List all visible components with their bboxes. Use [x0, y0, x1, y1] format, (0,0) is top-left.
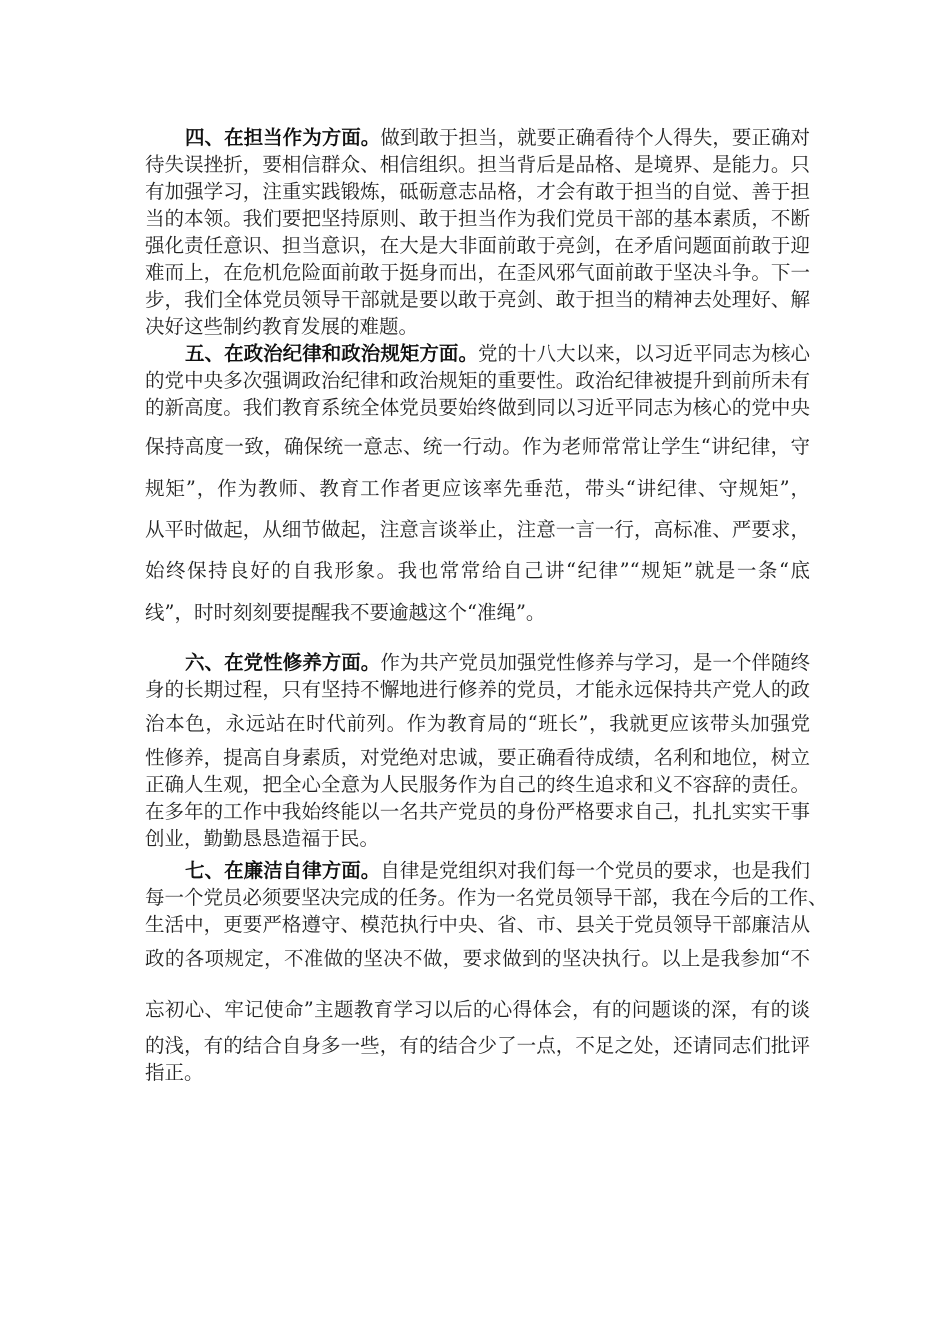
section-6-line-1: 作为共产党员加强党性修养与学习，是一个伴随终: [380, 651, 810, 674]
section-4-line-3: 有加强学习，注重实践锻炼，砥砺意志品格，才会有敢于担当的自觉、善于担: [145, 180, 810, 203]
section-6-line-6: 在多年的工作中我始终能以一名共产党员的身份严格要求自己，扎扎实实干事: [145, 800, 810, 823]
section-4-first-line: [185, 125, 810, 151]
section-7-line-1: 自律是党组织对我们每一个党员的要求，也是我们: [380, 859, 810, 882]
section-6-line-4: 性修养，提高自身素质，对党绝对忠诚，要正确看待成绩，名利和地位，树立: [145, 746, 810, 769]
section-7-line-7: 指正。: [145, 1061, 204, 1084]
section-7-line-6: 的浅，有的结合自身多一些，有的结合少了一点，不足之处，还请同志们批评: [145, 1034, 810, 1057]
section-4-line-7: 步，我们全体党员领导干部就是要以敢于亮剑、敢于担当的精神去处理好、解: [145, 288, 810, 311]
section-4-line-6: 难而上，在危机危险面前敢于挺身而出，在歪风邪气面前敢于坚决斗争。下一: [145, 261, 810, 284]
section-7-line-4: 政的各项规定，不准做的坚决不做，要求做到的坚决执行。以上是我参加“不: [145, 947, 810, 970]
section-4-heading: 四、在担当作为方面。: [185, 126, 381, 149]
section-5-line-6: 从平时做起，从细节做起，注意言谈举止，注意一言一行，高标准、严要求，: [145, 518, 810, 541]
section-5-heading: 五、在政治纪律和政治规矩方面。: [185, 342, 478, 365]
section-6-line-7: 创业，勤勤恳恳造福于民。: [145, 827, 380, 850]
section-6-line-5: 正确人生观，把全心全意为人民服务作为自己的终生追求和义不容辞的责任。: [145, 773, 810, 796]
section-6-line-3: 治本色，永远站在时代前列。作为教育局的“班长”，我就更应该带头加强党: [145, 712, 810, 735]
section-5-line-5: 规矩”，作为教师、教育工作者更应该率先垂范，带头“讲纪律、守规矩”，: [145, 477, 810, 500]
section-6-heading: 六、在党性修养方面。: [185, 651, 381, 674]
section-6-first-line: [185, 650, 810, 676]
section-4-line-4: 当的本领。我们要把坚持原则、敢于担当作为我们党员干部的基本素质，不断: [145, 207, 810, 230]
section-5-first-line: [185, 341, 810, 367]
section-5-line-3: 的新高度。我们教育系统全体党员要始终做到同以习近平同志为核心的党中央: [145, 396, 810, 419]
section-6-line-2: 身的长期过程，只有坚持不懈地进行修养的党员，才能永远保持共产党人的政: [145, 678, 810, 701]
section-7-first-line: [185, 858, 810, 884]
section-7-line-3: 生活中，更要严格遵守、模范执行中央、省、市、县关于党员领导干部廉洁从: [145, 913, 810, 936]
section-5-line-8: 线”，时时刻刻要提醒我不要逾越这个“准绳”。: [145, 601, 546, 624]
section-5-line-2: 的党中央多次强调政治纪律和政治规矩的重要性。政治纪律被提升到前所未有: [145, 369, 810, 392]
section-4-line-1: 做到敢于担当，就要正确看待个人得失，要正确对: [380, 126, 810, 149]
section-4-line-5: 强化责任意识、担当意识，在大是大非面前敢于亮剑，在矛盾问题面前敢于迎: [145, 234, 810, 257]
section-5-line-4: 保持高度一致，确保统一意志、统一行动。作为老师常常让学生“讲纪律，守: [145, 435, 810, 458]
section-7-line-2: 每一个党员必须要坚决完成的任务。作为一名党员领导干部，我在今后的工作、: [145, 886, 828, 909]
section-4-line-8: 决好这些制约教育发展的难题。: [145, 315, 419, 338]
section-5-line-1: 党的十八大以来，以习近平同志为核心: [477, 342, 810, 365]
section-7-line-5: 忘初心、牢记使命”主题教育学习以后的心得体会，有的问题谈的深，有的谈: [145, 998, 810, 1021]
section-7-heading: 七、在廉洁自律方面。: [185, 859, 381, 882]
section-5-line-7: 始终保持良好的自我形象。我也常常给自己讲“纪律”“规矩”就是一条“底: [145, 559, 810, 582]
section-4-line-2: 待失误挫折，要相信群众、相信组织。担当背后是品格、是境界、是能力。只: [145, 153, 810, 176]
